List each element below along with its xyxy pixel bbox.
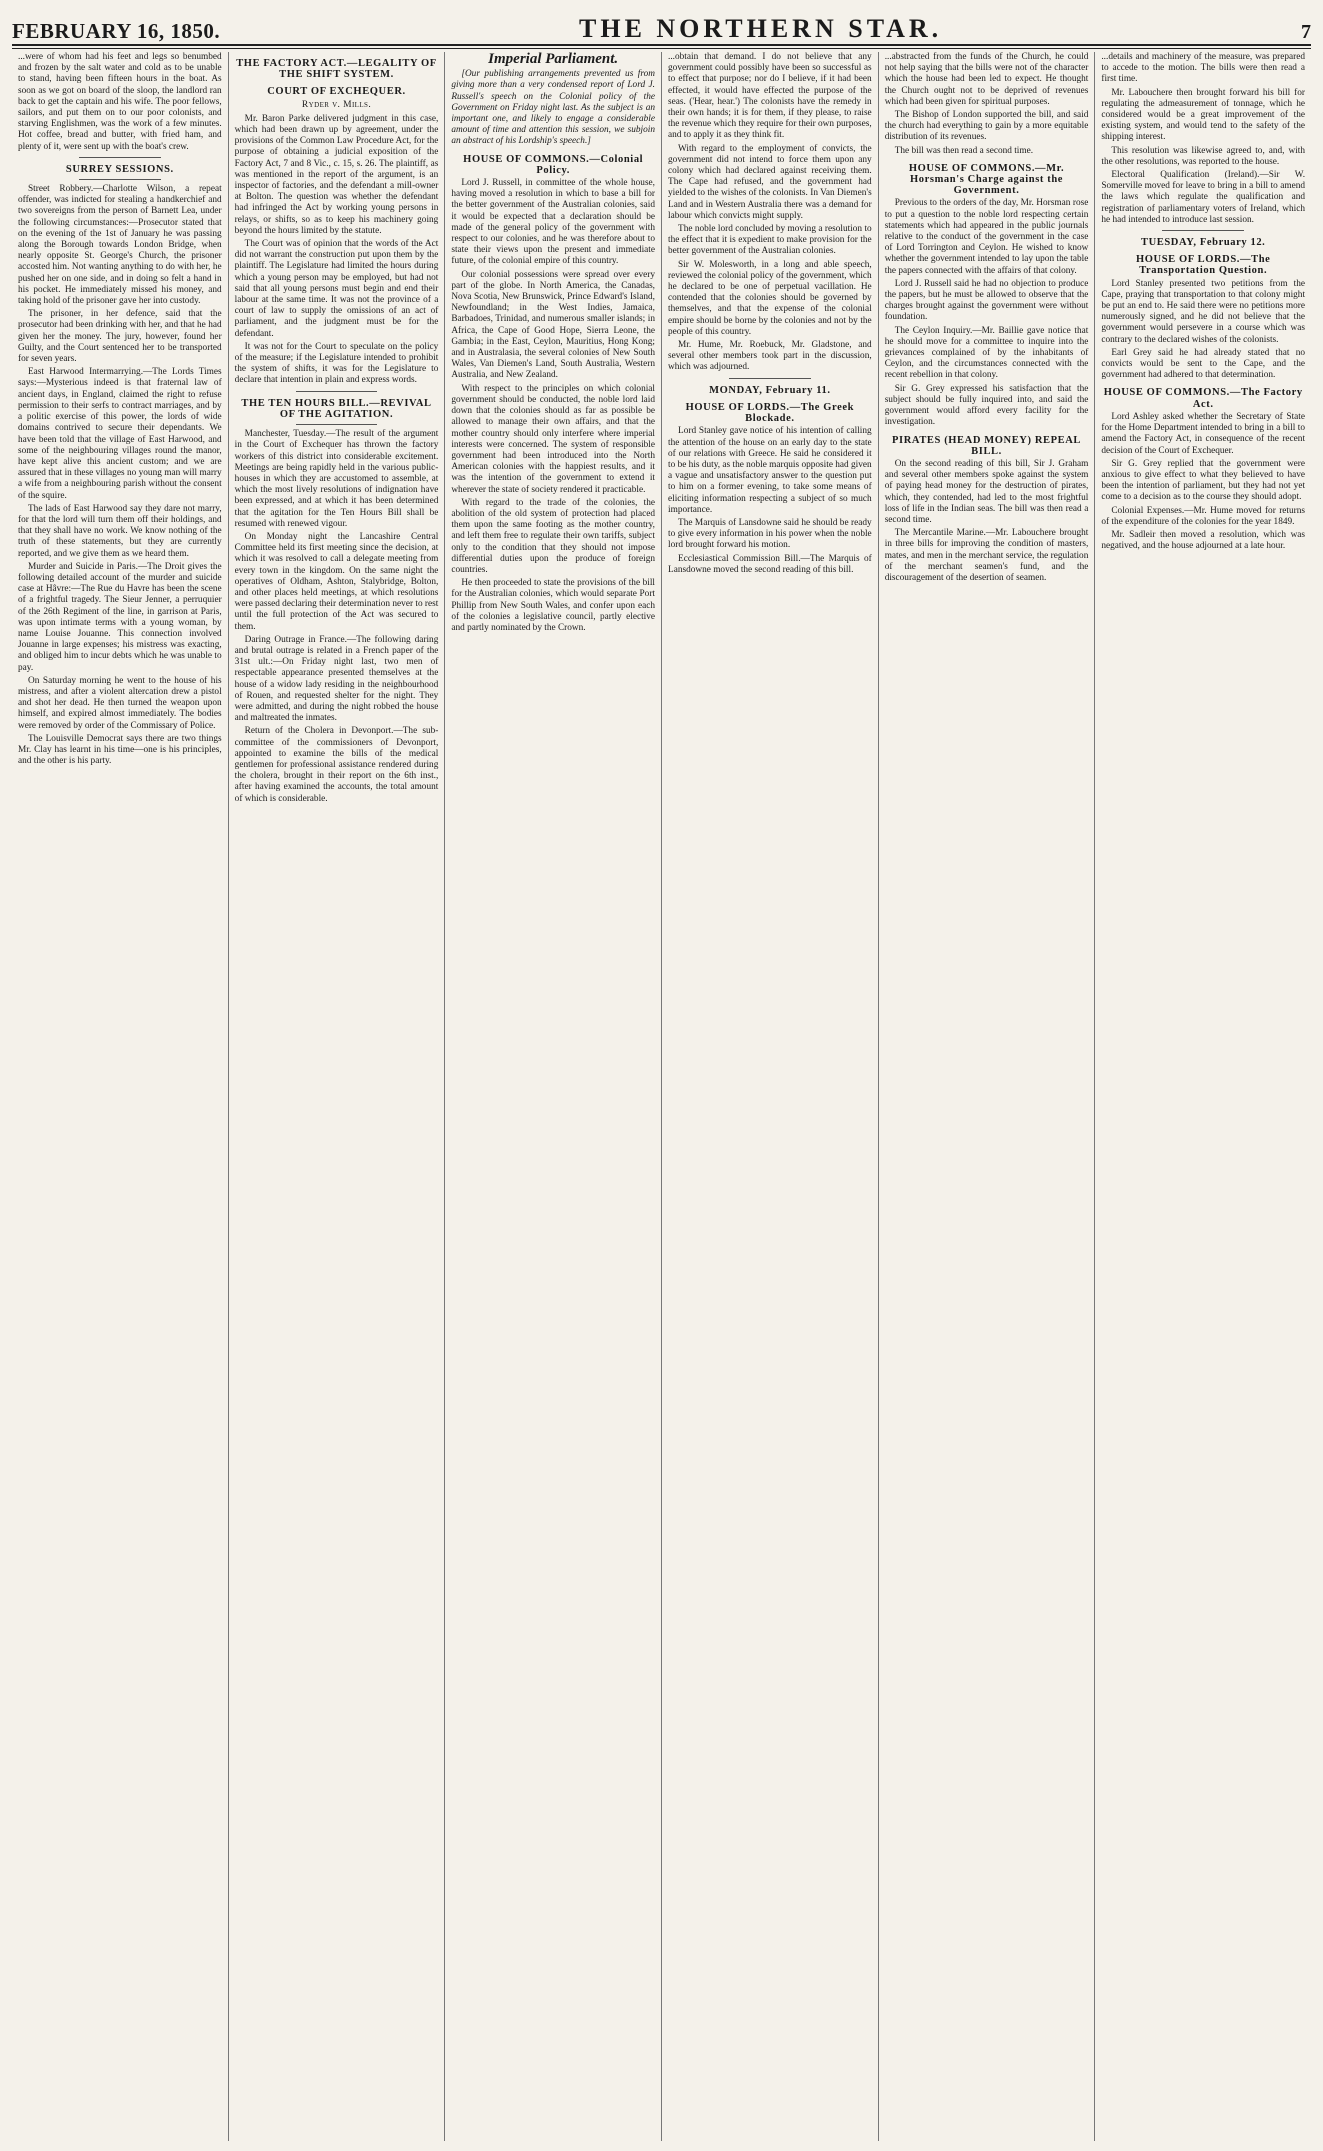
paragraph: Our colonial possessions were spread over every part of the globe. In North America, the Canadas, Nova Scotia, New Brunswick, Prince Edward's Island, Newfoundland; in the West Indies, Jamaica, Barbadoes, Trinidad, and numerous smaller islands; in Africa, the Cape of Good Hope, Sierra Leone, the Gambia; in the East, Ceylon, Mauritius, Hong Kong; and in Australasia, the several colonies of New South Wales, Van Diemen's Land, South Australia, Western Australia, and New Zealand. <box>451 269 656 381</box>
column-3 <box>445 52 662 2141</box>
paragraph: East Harwood Intermarrying.—The Lords Times says:—Mysterious indeed is that fraternal law of ancient days, in England, claimed the right to refuse permission to their serfs to contract marriages, and by a politic exercise of this power, the lords of wide domains contrived to secure their dependants. We have been told that the village of East Harwood, and some of the neighbouring villages round the manor, have kept alive this ancient custom; and we are assured that in these villages no young man will marry a wife from a neighbouring parish without the consent of the squire. <box>18 367 222 501</box>
paragraph: The Court was of opinion that the words of the Act did not warrant the construction put upon them by the plaintiff. The Legislature had limited the hours during which a young person may be employed, but had not said that all young persons must begin and end their labour at the same time. It was not the province of a court of law to supply the omissions of an act of parliament, and the judgment must be for the defendant. <box>234 239 439 339</box>
paragraph: Return of the Cholera in Devonport.—The sub-committee of the commissioners of Devonport, appointed to examine the bills of the medical gentlemen for professional assistance rendered during the cholera, brought in their report on the 6th inst., after having examined the accounts, the total amount of which is considerable. <box>234 726 439 804</box>
paragraph: Colonial Expenses.—Mr. Hume moved for returns of the expenditure of the colonies for the year 1849. <box>1101 505 1306 527</box>
paragraph: The Marquis of Lansdowne said he should be ready to give every information in his power when the noble lord brought forward his motion. <box>668 517 872 551</box>
issue-date: FEBRUARY 16, 1850. <box>12 19 221 43</box>
paragraph: Ecclesiastical Commission Bill.—The Marquis of Lansdowne moved the second reading of this bill. <box>668 553 872 575</box>
paragraph: Lord J. Russell, in committee of the whole house, having moved a resolution in which to base a bill for the better government of the Australian colonies, said it would be expected that a declaration should be made of the general policy of the government with respect to our colonies, and he was therefore about to state their views upon the present and immediate future, of the colonial empire of this country. <box>451 178 656 267</box>
paragraph: Lord J. Russell said he had no objection to produce the papers, but he must be allowed to observe that the charges brought against the government were without foundation. <box>884 278 1089 323</box>
section-heading: HOUSE OF COMMONS.—The Factory Act. <box>1103 387 1303 410</box>
section-heading: PIRATES (HEAD MONEY) REPEAL BILL. <box>892 434 1082 457</box>
paragraph: Mr. Sadleir then moved a resolution, which was negatived, and the house adjourned at a late hour. <box>1101 529 1306 552</box>
editorial-note: [Our publishing arrangements prevented us from giving more than a very condensed report of Lord J. Russell's speech on the Colonial policy of the Government on Friday night last. As the subject is an important one, and likely to engage a considerable amount of time and attention this session, we subjoin an abstract of his Lordship's speech.] <box>451 69 656 147</box>
column-2 <box>229 52 446 2141</box>
page-number: 7 <box>1301 21 1311 43</box>
paragraph: Sir W. Molesworth, in a long and able speech, reviewed the colonial policy of the government, which he declared to be one of perpetual vacillation. He contended that the colonies should be governed by themselves, and that the expense of the colonial empire should be borne by the colonies and not by the people of this country. <box>668 259 872 337</box>
column-1 <box>12 52 229 2141</box>
divider <box>79 179 160 180</box>
paragraph: The prisoner, in her defence, said that the prosecutor had been drinking with her, and that he had given her the money. The jury, however, found her Guilty, and the Court sentenced her to be transported for seven years. <box>18 309 222 365</box>
paragraph: The Bishop of London supported the bill, and said the church had everything to gain by a more equitable distribution of its revenues. <box>884 110 1089 143</box>
section-heading: HOUSE OF COMMONS.—Colonial Policy. <box>463 153 644 176</box>
paragraph: The Ceylon Inquiry.—Mr. Baillie gave notice that he should move for a committee to inquire into the grievances complained of by the inhabitants of Ceylon, and the circumstances connected with the recent rebellion in that colony. <box>884 325 1089 381</box>
divider <box>1162 230 1243 231</box>
paragraph: The noble lord concluded by moving a resolution to the effect that it is expedient to make provision for the better government of the Australian colonies. <box>668 224 872 257</box>
section-heading: TUESDAY, February 12. <box>1140 237 1266 249</box>
divider <box>729 378 810 379</box>
section-heading: COURT OF EXCHEQUER. <box>267 86 406 98</box>
paragraph: Street Robbery.—Charlotte Wilson, a repeat offender, was indicted for stealing a handkerchief and two sovereigns from the person of Barnett Lea, under the following circumstances:—Prosecutor stated that on the evening of the 1st of January he was passing along the Borough towards London Bridge, when nearly opposite St. George's Church, the prisoner accosted him. Not wanting anything to do with her, he pushed her on one side, and in doing so felt a hand in his pocket. He immediately missed his money, and taking hold of the prisoner gave her into custody. <box>18 184 222 307</box>
paragraph: With respect to the principles on which colonial government should be conducted, the noble lord laid down that the colonies should as far as possible be allowed to manage their own affairs, and that the mother country should only interfere where imperial interests were concerned. The system of responsible government had been introduced into the North American colonies with the happiest results, and it was the intention of the government to extend it wherever the state of society rendered it practicable. <box>451 383 656 495</box>
paragraph: ...abstracted from the funds of the Church, he could not help saying that the bills were not of the character which the house had been led to expect. He thought the Church ought not to be deprived of revenues which had been given for spiritual purposes. <box>884 52 1089 107</box>
paragraph: Mr. Hume, Mr. Roebuck, Mr. Gladstone, and several other members took part in the discussion, which was adjourned. <box>668 340 872 373</box>
paragraph: On Monday night the Lancashire Central Committee held its first meeting since the decision, at which it was resolved to call a delegate meeting from every town in the kingdom. On the same night the operatives of Oldham, Ashton, Stalybridge, Bolton, and other places held meetings, at which resolutions were passed declaring their determination never to rest until the full protection of the Act was secured to them. <box>234 531 439 632</box>
section-heading: HOUSE OF COMMONS.—Mr. Horsman's Charge against the Government. <box>908 162 1065 197</box>
section-heading: HOUSE OF LORDS.—The Transportation Question. <box>1135 254 1271 277</box>
paragraph: ...obtain that demand. I do not believe that any government could possibly have been so successful as to effect that purpose; nor do I believe, if it had been effected, it would have effected the purpose of the seas. ('Hear, hear.') The colonists have the remedy in their own hands; it is for them, if they please, to raise the revenue which they require for their own purposes, and to apply it as they think fit. <box>668 52 872 141</box>
paragraph: The lads of East Harwood say they dare not marry, for that the lord will turn them off their holdings, and that they shall have no work. We know nothing of the truth of these statements, but they are currently reported, and we give them as we heard them. <box>18 503 222 559</box>
column-4 <box>662 52 879 2141</box>
paragraph: With regard to the trade of the colonies, the abolition of the old system of protection had placed them upon the same footing as the mother country, and left them free to regulate their own tariffs, subject only to the condition that they should not impose differential duties upon the produce of foreign countries. <box>451 497 656 575</box>
imperial-parliament-banner: Imperial Parliament. <box>488 52 619 67</box>
section-heading: HOUSE OF LORDS.—The Greek Blockade. <box>685 401 855 425</box>
paragraph: Mr. Labouchere then brought forward his bill for regulating the admeasurement of tonnage, which he considered would be a great improvement of the existing system, and would tend to the safety of the shipping interest. <box>1101 87 1306 143</box>
paragraph: Murder and Suicide in Paris.—The Droit gives the following detailed account of the murder and suicide case at Hâvre:—The Rue du Havre has been the scene of a frightful tragedy. The Sieur Jenner, a perruquier of the 26th Regiment of the line, in garrison at Paris, was upon intimate terms with a young woman, by name Louise Jouanne. This connection involved Jouanne in large expenses; his mistress was exacting, and obliged him to incur debts which he was unable to pay. <box>18 561 222 673</box>
divider <box>296 391 377 392</box>
paragraph: Previous to the orders of the day, Mr. Horsman rose to put a question to the noble lord respecting certain statements which had appeared in the public journals relative to the conduct of the government in the case of Lord Torrington and Ceylon. He wished to know whether the government intended to lay upon the table the papers connected with the affairs of that colony. <box>884 198 1089 276</box>
paragraph: Lord Stanley presented two petitions from the Cape, praying that transportation to that colony might be put an end to. He said there were no petitions more numerously signed, and he did not believe that the government would persevere in a course which was contrary to the declared wishes of the colonists. <box>1101 278 1306 345</box>
paragraph: The Mercantile Marine.—Mr. Labouchere brought in three bills for improving the condition of masters, mates, and men in the merchant service, the regulation of the merchant seamen's fund, and the discouragement of the desertion of seamen. <box>884 528 1089 583</box>
paragraph: Sir G. Grey replied that the government were anxious to give effect to what they believed to have been the intention of parliament, but they had not yet come to a decision as to the course they should adopt. <box>1101 458 1306 503</box>
paragraph: Manchester, Tuesday.—The result of the argument in the Court of Exchequer has thrown the factory workers of this district into considerable excitement. Meetings are being rapidly held in the various public-houses in which they are accustomed to assemble, at which the most lively resolutions of indignation have been expressed, and at which it has been determined that the agitation for the Ten Hours Bill shall be resumed with renewed vigour. <box>234 429 439 529</box>
masthead <box>12 8 1311 46</box>
divider <box>79 157 160 158</box>
paragraph: On the second reading of this bill, Sir J. Graham and several other members spoke against the system of paying head money for the destruction of pirates, which, they contended, had led to the most frightful loss of life in the Indian seas. The bill was then read a second time. <box>884 458 1089 525</box>
paragraph: Mr. Baron Parke delivered judgment in this case, which had been drawn up by agreement, under the provisions of the Common Law Procedure Act, for the purpose of obtaining a judicial exposition of the Factory Act, 7 and 8 Vic., c. 15, s. 26. The plaintiff, as was mentioned in the report of the argument, is an inspector of factories, and the defendant a mill-owner at Bolton. The question was whether the defendant had infringed the Act by working young persons in relays, or shifts, so as to keep his machinery going beyond the hours limited by the statute. <box>234 113 439 236</box>
case-title: Ryder v. Mills. <box>301 99 372 110</box>
paragraph: ...details and machinery of the measure, was prepared to accede to the motion. The bills were then read a first time. <box>1101 52 1306 85</box>
intro-paragraph: ...were of whom had his feet and legs so benumbed and frozen by the salt water and cold as to be unable to stand, having been fifteen hours in the boat. As soon as we got on board of the sloop, the landlord ran back to get the captain and his wife. The poor fellows, sailors, and put them on to our poor colonists, and starving Englishmen, was the work of a few minutes. Hot coffee, bread and butter, with fried ham, and plenty of it, were sent up with the boat's crew. <box>18 52 222 152</box>
paragraph: With regard to the employment of convicts, the government did not intend to force them upon any colony which had declared against receiving them. The Cape had refused, and the government had yielded to the wishes of the colonists. In Van Diemen's Land and in Western Australia there was a demand for labour which convicts might supply. <box>668 143 872 221</box>
column-5 <box>879 52 1096 2141</box>
column-6 <box>1095 52 1311 2141</box>
section-heading: SURREY SESSIONS. <box>65 163 174 175</box>
paragraph: This resolution was likewise agreed to, and, with the other resolutions, was reported to the house. <box>1101 145 1306 167</box>
section-heading: THE TEN HOURS BILL.—REVIVAL OF THE AGITATION. <box>241 397 432 420</box>
paragraph: Electoral Qualification (Ireland).—Sir W. Somerville moved for leave to bring in a bill to amend the laws which regulate the qualification and registration of parliamentary voters of Ireland, which he had intended to introduce last session. <box>1101 170 1306 225</box>
header-rule <box>12 48 1311 49</box>
columns <box>12 52 1311 2141</box>
newspaper-title: THE NORTHERN STAR. <box>579 14 943 43</box>
paragraph: Lord Stanley gave notice of his intention of calling the attention of the house on an early day to the state of our relations with Greece. He said he considered it to be his duty, as the noble marquis opposite had given a vague and unsatisfactory answer to the question put to him on a former evening, to take some means of eliciting information respecting a subject of so much importance. <box>668 426 872 515</box>
section-heading: MONDAY, February 11. <box>709 384 831 396</box>
paragraph: Sir G. Grey expressed his satisfaction that the subject should be fully inquired into, and said the government would afford every facility for the investigation. <box>884 383 1089 428</box>
paragraph: It was not for the Court to speculate on the policy of the measure; if the Legislature intended to prohibit the system of shifts, it was for the Legislature to declare that intention in plain and express words. <box>234 341 439 386</box>
paragraph: Lord Ashley asked whether the Secretary of State for the Home Department intended to bring in a bill to amend the Factory Act, in consequence of the recent decision of the Court of Exchequer. <box>1101 411 1306 456</box>
paragraph: The Louisville Democrat says there are two things Mr. Clay has learnt in his time—one is his principles, and the other is his party. <box>18 733 222 767</box>
divider <box>296 424 377 425</box>
section-heading: THE FACTORY ACT.—LEGALITY OF THE SHIFT SYSTEM. <box>236 58 437 81</box>
paragraph: Daring Outrage in France.—The following daring and brutal outrage is related in a French paper of the 31st ult.:—On Friday night last, two men of respectable appearance presented themselves at the house of a widow lady residing in the neighbourhood of Rouen, and requested shelter for the night. They were admitted, and during the night robbed the house and maltreated the inmates. <box>234 634 439 724</box>
paragraph: Earl Grey said he had already stated that no convicts would be sent to the Cape, and the government had adhered to that determination. <box>1101 347 1306 381</box>
paragraph: He then proceeded to state the provisions of the bill for the Australian colonies, which would separate Port Phillip from New South Wales, and confer upon each of the colonies a legislative council, partly elective and partly nominated by the Crown. <box>451 578 656 633</box>
paragraph: On Saturday morning he went to the house of his mistress, and after a violent altercation drew a pistol and shot her dead. He then turned the weapon upon himself, and expired almost immediately. The bodies were removed by order of the Commissary of Police. <box>18 675 222 731</box>
paragraph: The bill was then read a second time. <box>894 145 1034 156</box>
